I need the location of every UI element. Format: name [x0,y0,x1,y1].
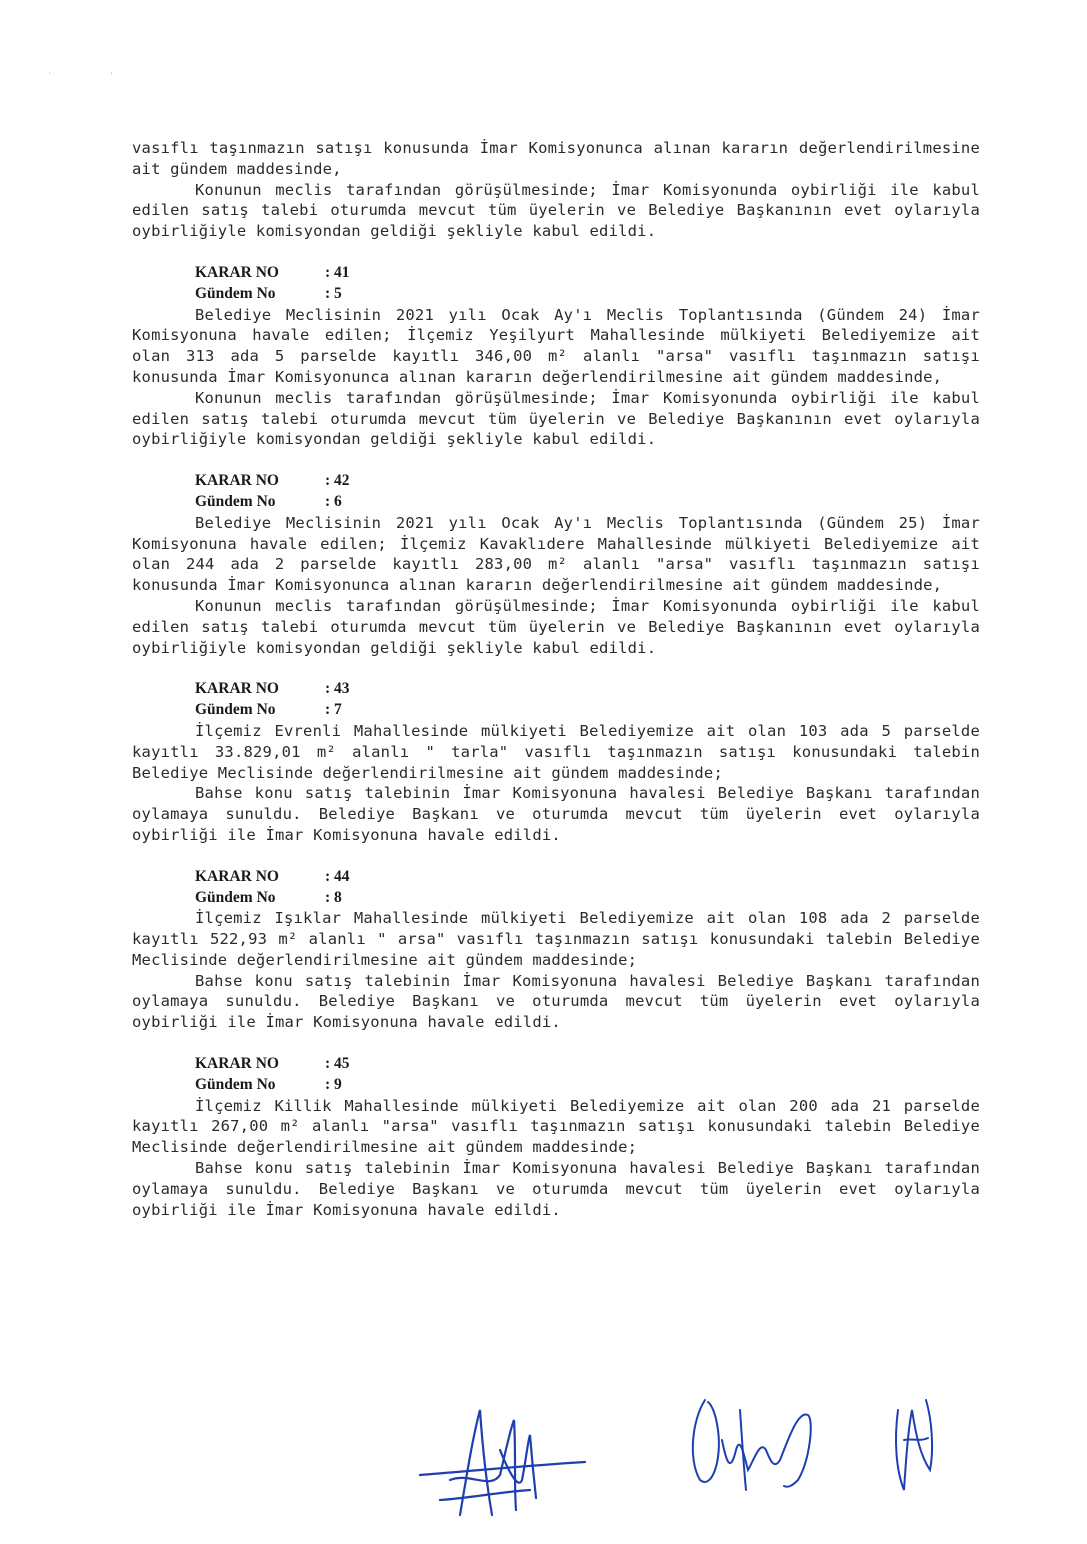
signatures [400,1380,960,1530]
karar-no-label: KARAR NO [195,472,279,490]
gundem-no-value: : 5 [325,284,342,302]
gundem-no-label: Gündem No [195,1075,276,1093]
decision-block [132,471,980,658]
gundem-no-value: : 6 [325,492,342,510]
agenda-decision: Bahse konu satış talebinin İmar Komisyonuna havalesi Belediye Başkanı tarafından oylamaya sunuldu. Belediye Başkanı ve oturumda mevcut tüm üyelerin evet oylarıyla oybirliği ile İmar Komisyonuna havale edildi. [132,784,980,844]
karar-no-value: : 41 [325,263,350,281]
gundem-no-label: Gündem No [195,284,276,302]
karar-no-value: : 42 [325,472,350,490]
signature-2 [693,1400,811,1490]
gundem-no-label: Gündem No [195,701,276,719]
agenda-body: İlçemiz Evrenli Mahallesinde mülkiyeti Belediyemize ait olan 103 ada 5 parselde kayıtlı 33.829,01 m² alanlı " tarla" vasıflı taşınmazın satışı konusundaki talebin Belediye Meclisinde değerlendirilmesine ait gündem maddesinde; [132,721,980,782]
agenda-decision: Konunun meclis tarafından görüşülmesinde; İmar Komisyonunda oybirliği ile kabul edilen satış talebi oturumda mevcut tüm üyelerin ve Belediye Başkanının evet oylarıyla oybirliğiyle komisyondan geldiği şekliyle kabul edildi. [132,388,980,449]
scan-specks: ' ' [48,72,114,79]
karar-no-value: : 45 [325,1055,350,1073]
signature-1 [420,1410,585,1515]
karar-no-row [132,471,980,492]
gundem-no-row [132,700,980,721]
karar-no-value: : 43 [325,680,350,698]
karar-no-label: KARAR NO [195,1055,279,1073]
karar-no-row [132,263,980,284]
agenda-body: İlçemiz Killik Mahallesinde mülkiyeti Belediyemize ait olan 200 ada 21 parselde kayıtlı 267,00 m² alanlı "arsa" vasıflı taşınmazın satışı konusundaki talebin Belediye Meclisinde değerlendirilmesine ait gündem maddesinde; [132,1096,980,1157]
decision-block [132,1054,980,1220]
gundem-no-value: : 8 [325,888,342,906]
intro-continuation: vasıflı taşınmazın satışı konusunda İmar Komisyonunca alınan kararın değerlendirilmesine ait gündem maddesinde, [132,139,980,178]
gundem-no-row [132,284,980,305]
gundem-no-row [132,1075,980,1096]
karar-no-row [132,867,980,888]
signature-3 [896,1400,932,1490]
gundem-no-row [132,888,980,909]
decision-block [132,679,980,845]
karar-no-value: : 44 [325,867,350,885]
karar-no-label: KARAR NO [195,680,279,698]
intro-decision: Konunun meclis tarafından görüşülmesinde; İmar Komisyonunda oybirliği ile kabul edilen satış talebi oturumda mevcut tüm üyelerin ve Belediye Başkanının evet oylarıyla oybirliğiyle komisyondan geldiği şekliyle kabul edildi. [132,180,980,241]
decision-block [132,263,980,450]
document-page [132,138,980,1220]
karar-no-row [132,1054,980,1075]
karar-no-label: KARAR NO [195,263,279,281]
gundem-no-value: : 9 [325,1075,342,1093]
agenda-body: Belediye Meclisinin 2021 yılı Ocak Ay'ı Meclis Toplantısında (Gündem 24) İmar Komisyonuna havale edilen; İlçemiz Yeşilyurt Mahallesinde mülkiyeti Belediyemize ait olan 313 ada 5 parselde kayıtlı 346,00 m² alanlı "arsa" vasıflı taşınmazın satışı konusunda İmar Komisyonunca alınan kararın değerlendirilmesine ait gündem maddesinde, [132,305,980,386]
gundem-no-value: : 7 [325,701,342,719]
gundem-no-row [132,492,980,513]
karar-no-label: KARAR NO [195,867,279,885]
agenda-decision: Bahse konu satış talebinin İmar Komisyonuna havalesi Belediye Başkanı tarafından oylamaya sunuldu. Belediye Başkanı ve oturumda mevcut tüm üyelerin evet oylarıyla oybirliği ile İmar Komisyonuna havale edildi. [132,1159,980,1219]
agenda-body: Belediye Meclisinin 2021 yılı Ocak Ay'ı Meclis Toplantısında (Gündem 25) İmar Komisyonuna havale edilen; İlçemiz Kavaklıdere Mahallesinde mülkiyeti Belediyemize ait olan 244 ada 2 parselde kayıtlı 283,00 m² alanlı "arsa" vasıflı taşınmazın satışı konusunda İmar Komisyonunca alınan kararın değerlendirilmesine ait gündem maddesinde, [132,513,980,595]
agenda-decision: Bahse konu satış talebinin İmar Komisyonuna havalesi Belediye Başkanı tarafından oylamaya sunuldu. Belediye Başkanı ve oturumda mevcut tüm üyelerin evet oylarıyla oybirliği ile İmar Komisyonuna havale edildi. [132,971,980,1032]
gundem-no-label: Gündem No [195,888,276,906]
agenda-body: İlçemiz Işıklar Mahallesinde mülkiyeti Belediyemize ait olan 108 ada 2 parselde kayıtlı 522,93 m² alanlı " arsa" vasıflı taşınmazın satışı konusundaki talebin Belediye Meclisinde değerlendirilmesine ait gündem maddesinde; [132,909,980,969]
agenda-decision: Konunun meclis tarafından görüşülmesinde; İmar Komisyonunda oybirliği ile kabul edilen satış talebi oturumda mevcut tüm üyelerin ve Belediye Başkanının evet oylarıyla oybirliğiyle komisyondan geldiği şekliyle kabul edildi. [132,596,980,657]
gundem-no-label: Gündem No [195,492,276,510]
karar-no-row [132,679,980,700]
decision-block [132,867,980,1033]
